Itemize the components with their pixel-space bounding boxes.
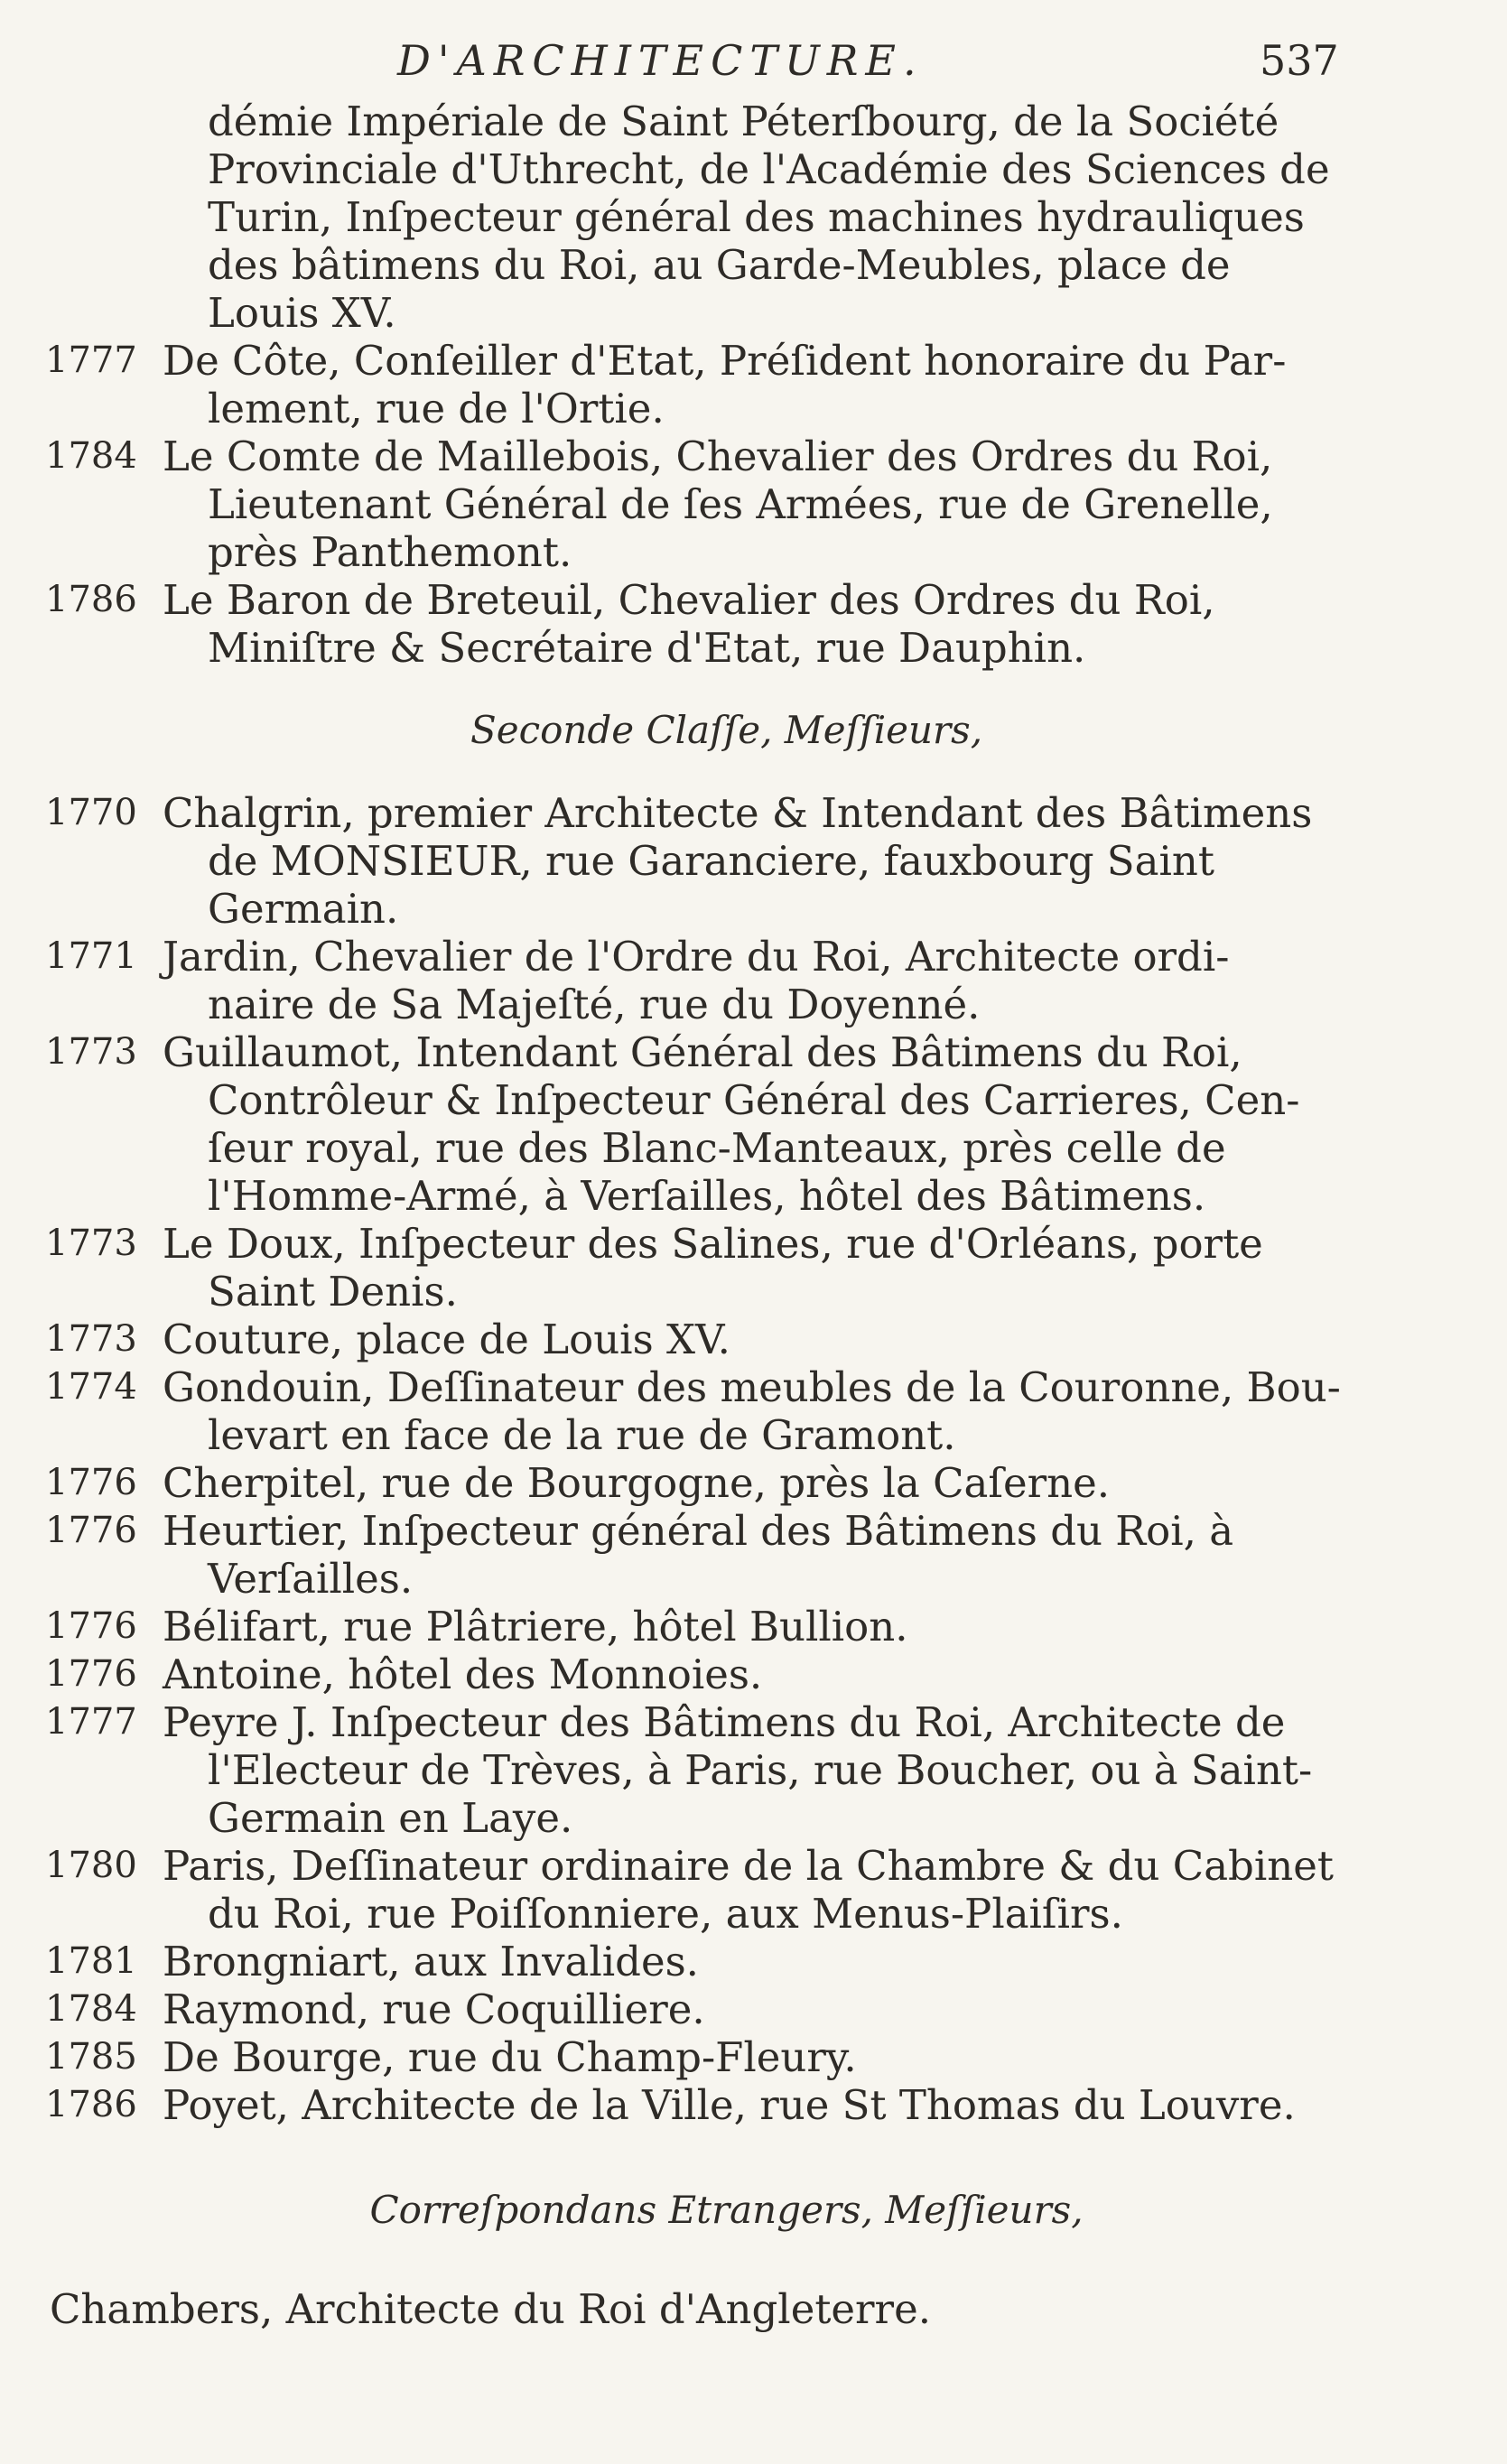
entry-line [0,885,1507,933]
entry-line [0,98,1507,145]
entry-text: Le Doux, Inſpecteur des Salines, rue d'Orléans, porte [163,1220,1263,1268]
entry-text: Guillaumot, Intendant Général des Bâtimens du Roi, [163,1028,1242,1076]
entry-line [0,289,1507,337]
entry-line [0,624,1507,672]
section-second-class [0,789,1507,2129]
entry-line [0,385,1507,432]
entry-line [0,789,1507,837]
entry-text: Bélifart, rue Plâtriere, hôtel Bullion. [163,1603,908,1650]
entry-line [0,480,1507,528]
entry-year: 1777 [45,1701,137,1743]
entry-text: l'Homme-Armé, à Verſailles, hôtel des Bâtimens. [208,1172,1206,1220]
entry-line [0,1028,1507,1076]
entry-text: Raymond, rue Coquilliere. [163,1985,705,2033]
entry-text: Contrôleur & Inſpecteur Général des Carrieres, Cen- [208,1076,1300,1124]
entry-year: 1771 [45,935,137,977]
entry-text: Chalgrin, premier Architecte & Intendant des Bâtimens [163,789,1313,837]
entry-line [0,528,1507,576]
entry-year: 1773 [45,1031,137,1073]
entry-line [0,1890,1507,1938]
entry-text: l'Electeur de Trèves, à Paris, rue Boucher, ou à Saint- [208,1746,1313,1794]
entry-line [0,1650,1507,1698]
entry-text: Lieutenant Général de ſes Armées, rue de Grenelle, [208,480,1273,528]
entry-text: Miniſtre & Secrétaire d'Etat, rue Dauphin. [208,624,1086,672]
entry-line [0,1698,1507,1746]
entry-line [0,933,1507,981]
entry-line [0,1316,1507,1363]
entry-text: Antoine, hôtel des Monnoies. [163,1650,763,1698]
page-number: 537 [1260,36,1339,85]
entry-text: Germain. [208,885,399,933]
entry-text: Provinciale d'Uthrecht, de l'Académie des Sciences de [208,145,1330,193]
entry-text: Couture, place de Louis XV. [163,1316,730,1363]
entry-line [0,576,1507,624]
entry-year: 1776 [45,1653,137,1695]
entry-line [0,1124,1507,1172]
entry-text: De Côte, Conſeiller d'Etat, Préſident honoraire du Par- [163,337,1287,385]
entry-line [0,1794,1507,1842]
entry-line [0,2033,1507,2081]
entry-text: lement, rue de l'Ortie. [208,385,665,432]
entry-line [0,1268,1507,1316]
entry-line [0,1938,1507,1985]
entry-line [0,1459,1507,1507]
entry-year: 1776 [45,1462,137,1503]
entry-line [0,1076,1507,1124]
entry-year: 1770 [45,792,137,833]
entry-text: du Roi, rue Poiſſonniere, aux Menus-Plaiſirs. [208,1890,1123,1938]
entry-line [0,1746,1507,1794]
entry-text: naire de Sa Majeſté, rue du Doyenné. [208,981,981,1028]
correspondent-entry: Chambers, Architecte du Roi d'Angleterre. [50,2285,932,2333]
entry-year: 1786 [45,579,137,620]
entry-text: ſeur royal, rue des Blanc-Manteaux, près celle de [208,1124,1226,1172]
entry-text: Cherpitel, rue de Bourgogne, près la Caſerne. [163,1459,1111,1507]
entry-year: 1776 [45,1605,137,1647]
entry-line [0,1172,1507,1220]
entry-year: 1780 [45,1845,137,1886]
entry-text: levart en face de la rue de Gramont. [208,1411,956,1459]
entry-line [0,1363,1507,1411]
entry-line [0,1411,1507,1459]
entry-year: 1784 [45,1988,137,2030]
entry-text: Verſailles. [208,1555,414,1603]
page-body [0,98,1507,2346]
entry-line [0,2081,1507,2129]
entry-text: Saint Denis. [208,1268,458,1316]
entry-year: 1774 [45,1366,137,1408]
entry-text: Turin, Inſpecteur général des machines hydrauliques [208,193,1305,241]
running-title: D'ARCHITECTURE. [397,36,924,85]
entry-line [0,241,1507,289]
entry-text: Brongniart, aux Invalides. [163,1938,699,1985]
entry-line [0,1842,1507,1890]
entry-line [0,1507,1507,1555]
section-first-class [0,98,1507,672]
entry-line [0,193,1507,241]
entry-line [0,432,1507,480]
entry-line [0,1603,1507,1650]
entry-year: 1784 [45,435,137,477]
entry-year: 1786 [45,2084,137,2125]
section-foreign-correspondents [0,2273,1507,2346]
entry-text: Jardin, Chevalier de l'Ordre du Roi, Architecte ordi- [163,933,1230,981]
entry-text: Germain en Laye. [208,1794,573,1842]
entry-year: 1773 [45,1223,137,1264]
entry-text: des bâtimens du Roi, au Garde-Meubles, place de [208,241,1231,289]
entry-text: Gondouin, Deſſinateur des meubles de la Couronne, Bou- [163,1363,1341,1411]
entry-line [0,1985,1507,2033]
entry-text: Peyre J. Inſpecteur des Bâtimens du Roi, Architecte de [163,1698,1286,1746]
entry-text: De Bourge, rue du Champ-Fleury. [163,2033,857,2081]
entry-year: 1773 [45,1318,137,1360]
entry-text: Le Baron de Breteuil, Chevalier des Ordres du Roi, [163,576,1215,624]
entry-year: 1776 [45,1510,137,1551]
section-heading-second-class: Seconde Claſſe, Meſſieurs, [470,708,983,752]
entry-line [0,145,1507,193]
entry-year: 1777 [45,339,137,381]
entry-line [0,337,1507,385]
entry-line [0,1220,1507,1268]
entry-text: Heurtier, Inſpecteur général des Bâtimens du Roi, à [163,1507,1234,1555]
entry-text: Poyet, Architecte de la Ville, rue St Thomas du Louvre. [163,2081,1296,2129]
entry-text: Louis XV. [208,289,396,337]
entry-text: démie Impériale de Saint Péterſbourg, de la Société [208,98,1279,145]
entry-year: 1781 [45,1940,137,1982]
entry-line [0,1555,1507,1603]
entry-text: de MONSIEUR, rue Garanciere, fauxbourg Saint [208,837,1214,885]
entry-text: près Panthemont. [208,528,572,576]
entry-text: Le Comte de Maillebois, Chevalier des Ordres du Roi, [163,432,1273,480]
entry-line [0,981,1507,1028]
entry-year: 1785 [45,2036,137,2078]
entry-line [0,837,1507,885]
page-header [0,36,1507,90]
section-heading-foreign-correspondents: Correſpondans Etrangers, Meſſieurs, [369,2188,1084,2232]
entry-text: Paris, Deſſinateur ordinaire de la Chambre & du Cabinet [163,1842,1334,1890]
